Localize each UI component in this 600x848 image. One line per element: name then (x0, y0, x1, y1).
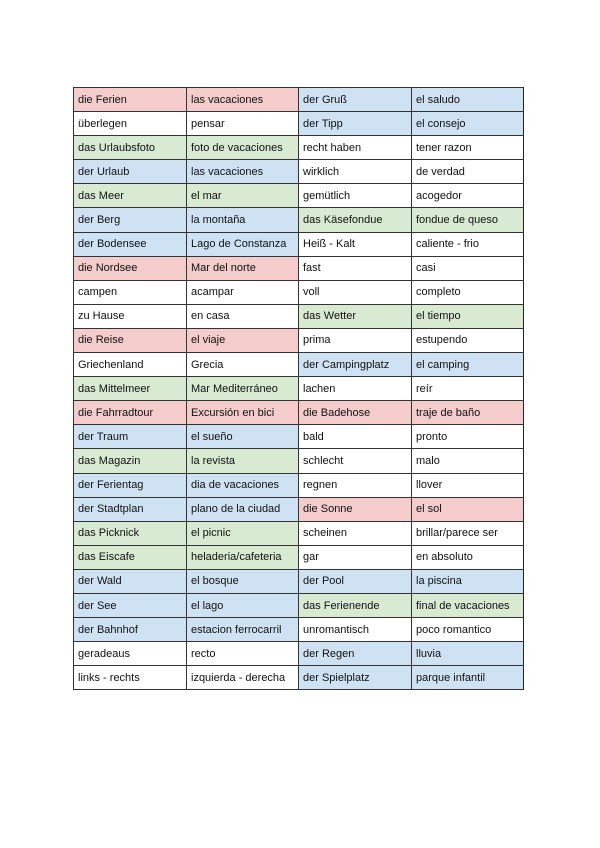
german-word-cell: der Campingplatz (299, 353, 412, 377)
spanish-translation-cell: de verdad (412, 160, 524, 184)
table-row (74, 184, 524, 208)
table-row (74, 328, 524, 352)
table-row (74, 280, 524, 304)
spanish-translation-cell: el tiempo (412, 304, 524, 328)
spanish-translation-cell: el camping (412, 353, 524, 377)
table-row (74, 666, 524, 690)
german-word-cell: der Tipp (299, 112, 412, 136)
german-word-cell: schlecht (299, 449, 412, 473)
german-word-cell: der Gruß (299, 88, 412, 112)
table-row (74, 593, 524, 617)
spanish-translation-cell: el saludo (412, 88, 524, 112)
spanish-translation-cell: el lago (187, 593, 299, 617)
vocabulary-table-body (74, 88, 524, 690)
table-row (74, 401, 524, 425)
german-word-cell: scheinen (299, 521, 412, 545)
spanish-translation-cell: el mar (187, 184, 299, 208)
spanish-translation-cell: malo (412, 449, 524, 473)
german-word-cell: die Ferien (74, 88, 187, 112)
german-word-cell: die Sonne (299, 497, 412, 521)
spanish-translation-cell: el sueño (187, 425, 299, 449)
table-row (74, 377, 524, 401)
german-word-cell: der See (74, 593, 187, 617)
german-word-cell: die Badehose (299, 401, 412, 425)
german-word-cell: das Picknick (74, 521, 187, 545)
german-word-cell: die Reise (74, 328, 187, 352)
spanish-translation-cell: recto (187, 642, 299, 666)
german-word-cell: fast (299, 256, 412, 280)
table-row (74, 521, 524, 545)
german-word-cell: geradeaus (74, 642, 187, 666)
spanish-translation-cell: casi (412, 256, 524, 280)
german-word-cell: recht haben (299, 136, 412, 160)
german-word-cell: voll (299, 280, 412, 304)
german-word-cell: das Eiscafe (74, 545, 187, 569)
table-row (74, 208, 524, 232)
german-word-cell: der Wald (74, 569, 187, 593)
german-word-cell: Griechenland (74, 353, 187, 377)
table-row (74, 304, 524, 328)
spanish-translation-cell: fondue de queso (412, 208, 524, 232)
german-word-cell: unromantisch (299, 618, 412, 642)
german-word-cell: der Urlaub (74, 160, 187, 184)
spanish-translation-cell: lluvia (412, 642, 524, 666)
german-word-cell: gemütlich (299, 184, 412, 208)
german-word-cell: campen (74, 280, 187, 304)
spanish-translation-cell: el consejo (412, 112, 524, 136)
spanish-translation-cell: poco romantico (412, 618, 524, 642)
german-word-cell: regnen (299, 473, 412, 497)
german-word-cell: der Bodensee (74, 232, 187, 256)
spanish-translation-cell: Excursión en bici (187, 401, 299, 425)
table-row (74, 642, 524, 666)
table-row (74, 232, 524, 256)
spanish-translation-cell: acampar (187, 280, 299, 304)
table-row (74, 473, 524, 497)
table-row (74, 353, 524, 377)
spanish-translation-cell: en absoluto (412, 545, 524, 569)
spanish-translation-cell: caliente - frio (412, 232, 524, 256)
spanish-translation-cell: la revista (187, 449, 299, 473)
spanish-translation-cell: estupendo (412, 328, 524, 352)
spanish-translation-cell: heladeria/cafeteria (187, 545, 299, 569)
table-row (74, 618, 524, 642)
spanish-translation-cell: brillar/parece ser (412, 521, 524, 545)
german-word-cell: zu Hause (74, 304, 187, 328)
german-word-cell: der Spielplatz (299, 666, 412, 690)
spanish-translation-cell: el sol (412, 497, 524, 521)
table-row (74, 112, 524, 136)
german-word-cell: Heiß - Kalt (299, 232, 412, 256)
spanish-translation-cell: el picnic (187, 521, 299, 545)
spanish-translation-cell: parque infantil (412, 666, 524, 690)
spanish-translation-cell: el bosque (187, 569, 299, 593)
spanish-translation-cell: el viaje (187, 328, 299, 352)
german-word-cell: bald (299, 425, 412, 449)
table-row (74, 88, 524, 112)
spanish-translation-cell: pronto (412, 425, 524, 449)
german-word-cell: der Ferientag (74, 473, 187, 497)
spanish-translation-cell: pensar (187, 112, 299, 136)
table-row (74, 256, 524, 280)
spanish-translation-cell: las vacaciones (187, 160, 299, 184)
spanish-translation-cell: traje de baño (412, 401, 524, 425)
german-word-cell: das Ferienende (299, 593, 412, 617)
spanish-translation-cell: reír (412, 377, 524, 401)
spanish-translation-cell: estacion ferrocarril (187, 618, 299, 642)
spanish-translation-cell: la montaña (187, 208, 299, 232)
table-row (74, 160, 524, 184)
german-word-cell: das Wetter (299, 304, 412, 328)
spanish-translation-cell: llover (412, 473, 524, 497)
spanish-translation-cell: plano de la ciudad (187, 497, 299, 521)
vocabulary-table (73, 87, 524, 690)
german-word-cell: der Pool (299, 569, 412, 593)
spanish-translation-cell: Lago de Constanza (187, 232, 299, 256)
spanish-translation-cell: dia de vacaciones (187, 473, 299, 497)
german-word-cell: die Nordsee (74, 256, 187, 280)
german-word-cell: der Stadtplan (74, 497, 187, 521)
spanish-translation-cell: Mar del norte (187, 256, 299, 280)
german-word-cell: der Traum (74, 425, 187, 449)
spanish-translation-cell: izquierda - derecha (187, 666, 299, 690)
table-row (74, 425, 524, 449)
spanish-translation-cell: en casa (187, 304, 299, 328)
german-word-cell: das Mittelmeer (74, 377, 187, 401)
spanish-translation-cell: Grecia (187, 353, 299, 377)
german-word-cell: das Urlaubsfoto (74, 136, 187, 160)
spanish-translation-cell: Mar Mediterráneo (187, 377, 299, 401)
german-word-cell: links - rechts (74, 666, 187, 690)
table-row (74, 497, 524, 521)
spanish-translation-cell: las vacaciones (187, 88, 299, 112)
german-word-cell: wirklich (299, 160, 412, 184)
german-word-cell: das Meer (74, 184, 187, 208)
german-word-cell: der Bahnhof (74, 618, 187, 642)
spanish-translation-cell: acogedor (412, 184, 524, 208)
spanish-translation-cell: final de vacaciones (412, 593, 524, 617)
german-word-cell: die Fahrradtour (74, 401, 187, 425)
table-row (74, 569, 524, 593)
german-word-cell: überlegen (74, 112, 187, 136)
table-row (74, 545, 524, 569)
spanish-translation-cell: foto de vacaciones (187, 136, 299, 160)
german-word-cell: das Magazin (74, 449, 187, 473)
german-word-cell: das Käsefondue (299, 208, 412, 232)
german-word-cell: prima (299, 328, 412, 352)
german-word-cell: gar (299, 545, 412, 569)
german-word-cell: der Regen (299, 642, 412, 666)
spanish-translation-cell: completo (412, 280, 524, 304)
table-row (74, 136, 524, 160)
spanish-translation-cell: tener razon (412, 136, 524, 160)
german-word-cell: der Berg (74, 208, 187, 232)
german-word-cell: lachen (299, 377, 412, 401)
table-row (74, 449, 524, 473)
spanish-translation-cell: la piscina (412, 569, 524, 593)
